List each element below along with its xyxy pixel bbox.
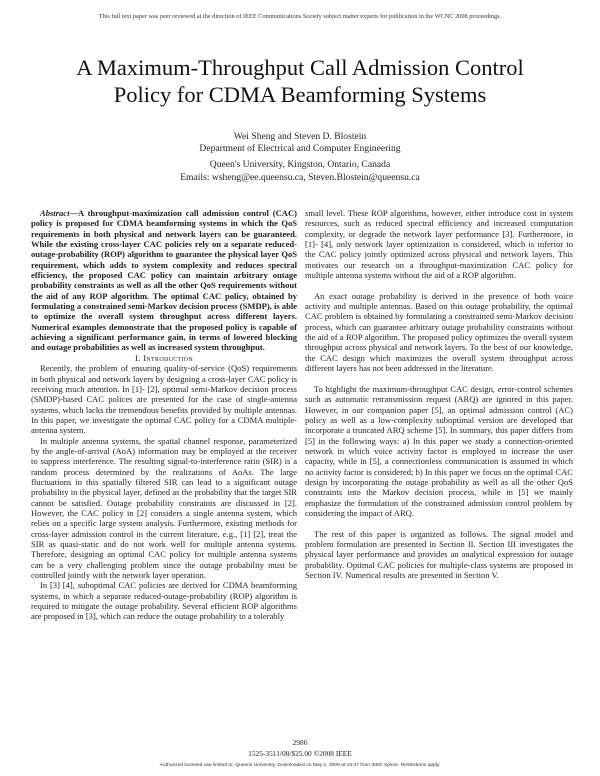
abstract-label: Abstract (40, 208, 70, 218)
title-line-2: Policy for CDMA Beamforming Systems (113, 82, 487, 107)
author-institution: Queen's University, Kingston, Ontario, Canada (209, 159, 391, 171)
page-number: 2986 (292, 738, 308, 747)
intro-paragraph-1: Recently, the problem of ensuring quality-of-service (QoS) requirements in both physical and network layers by designing a cross-layer CAC policy is receiving much attention. In [1]- [2], optimal semi-Markov decision process (SMDP)-based CAC polices are presented for the case of single-antenna systems, which lacks the tremendous benefits provided by multiple antennas. In this paper, we investigate the optimal CAC policy for a CDMA multiple-antenna system. (31, 363, 297, 436)
section-heading-introduction (31, 353, 297, 363)
peer-review-note: This full text paper was peer reviewed at the direction of IEEE Communications Society subject matter experts for publication in the WCNC 2008 proceedings. (98, 13, 502, 20)
authorized-use-notice: Authorized licensed use limited to: Queens University. Downloaded on May 2, 2009 at 19:47 from IEEE Xplore. Restrictions apply. (159, 763, 441, 768)
intro-paragraph-2: In multiple antenna systems, the spatial channel response, parameterized by the angle-of-arrival (AoA) information may be employed at the receiver to suppress interference. The resulting signal-to-interference ratio (SIR) is a random process determined by the realizations of AoAs. The large fluctuations in this spatially filtered SIR can lead to a significant outage probability in the physical layer, defined as the probability that the target SIR cannot be satisfied. Outage probability constraints are discussed in [2]. However, the CAC policy in [2] considers a single antenna system, which relies on a specific large system analysis. Furthermore, existing methods for cross-layer admission control in the current literature, e.g., [1] [2], treat the SIR as quasi-static and do not work well for multiple antenna systems. Therefore, designing an optimal CAC policy for multiple antenna systems can be a very challenging problem since the outage probability must be controlled jointly with the network layer operation. (31, 435, 297, 581)
author-names: Wei Sheng and Steven D. Blostein (233, 131, 367, 142)
issn-copyright: 1525-3511/08/$25.00 ©2008 IEEE (248, 749, 352, 758)
right-column (305, 208, 573, 580)
paper-title (0, 54, 600, 108)
author-block (0, 131, 600, 184)
author-department: Department of Electrical and Computer Engineering (199, 143, 401, 155)
left-column (31, 208, 297, 622)
section-title: Introduction (143, 352, 194, 363)
intro-paragraph-3: In [3] [4], suboptimal CAC policies are derived for CDMA beamforming systems, in which a separate reduced-outage-probability (ROP) algorithm is required to mitigate the outage probability. Several efficient ROP algorithms are proposed in [3], which can reduce the outage probability to a tolerably (31, 580, 297, 622)
intro-paragraph-6: The rest of this paper is organized as follows. The signal model and problem formulation are presented in Section II. Section III investigates the physical layer performance and provides an analytical expression for outage probability. Optimal CAC policies for multiple-class systems are proposed in Section IV. Numerical results are presented in Section V. (305, 528, 573, 581)
author-emails: Emails: wsheng@ee.queensu.ca, Steven.Blostein@queensu.ca (180, 171, 420, 183)
abstract (31, 208, 297, 353)
intro-paragraph-3-cont: small level. These ROP algorithms, however, either introduce cost in system resources, such as reduced spectral efficiency and increased computation complexity, or degrade the network layer performance [3]. Furthermore, in [1]- [4], only network layer optimization is considered, which is inferior to the CAC policy jointly optimized across physical and network layers. This motivates our research on a throughput-maximization CAC policy for multiple antenna systems without the aid of a ROP algorithm. (305, 208, 573, 281)
intro-paragraph-5: To highlight the maximum-throughput CAC design, error-control schemes such as automatic retransmission request (ARQ) are ignored in this paper. However, in our companion paper [5], an optimal admission control (AC) policy as well as a low-complexity suboptimal version are developed that incorporate a truncated ARQ scheme [5]. In summary, this paper differs from [5] in the following ways: a) In this paper we study a connection-oriented network in which voice activity factor is employed to increase the user capacity, while in [5], a connectionless communication is assumed in which no activity factor is considered; b) In this paper we focus on the optimal CAC design by incorporating the outage probability as well as all the other QoS constraints into the Markov decision process, while in [5] we mainly emphasize the formulation of the constrained admission control problem by considering the impact of ARQ. (305, 383, 573, 518)
section-number: I. (134, 352, 141, 363)
abstract-text: —A throughput-maximization call admission control (CAC) policy is proposed for CDMA beamforming systems in which the QoS requirements in both physical and network layers can be guaranteed. While the existing cross-layer CAC policies rely on a separate reduced-outage-probability (ROP) algorithm to guarantee the physical layer QoS requirement, which adds to system complexity and reduces spectral efficiency, the proposed CAC policy can maintain arbitrary outage probability constraints as well as all the other QoS requirements without the aid of any ROP algorithm. The optimal CAC policy, obtained by formulating a constrained semi-Markov decision process (SMDP), is able to optimize the overall system throughput across different layers. Numerical examples demonstrate that the proposed policy is capable of achieving a significant performance gain, in terms of lowered blocking and outage probabilities as well as increased system throughput. (31, 208, 297, 353)
title-line-1: A Maximum-Throughput Call Admission Control (76, 55, 524, 80)
intro-paragraph-4: An exact outage probability is derived in the presence of both voice activity and multiple antennas. Based on this outage probability, the optimal CAC problem is obtained by formulating a constrained semi-Markov decision process, which can guarantee arbitrary outage probability constraints without the aid of a ROP algorithm. The proposed policy optimizes the overall system throughput across physical and network layers. To the best of our knowledge, the CAC design which maximizes the overall system throughput across different layers has not been addressed in the literature. (305, 290, 573, 374)
